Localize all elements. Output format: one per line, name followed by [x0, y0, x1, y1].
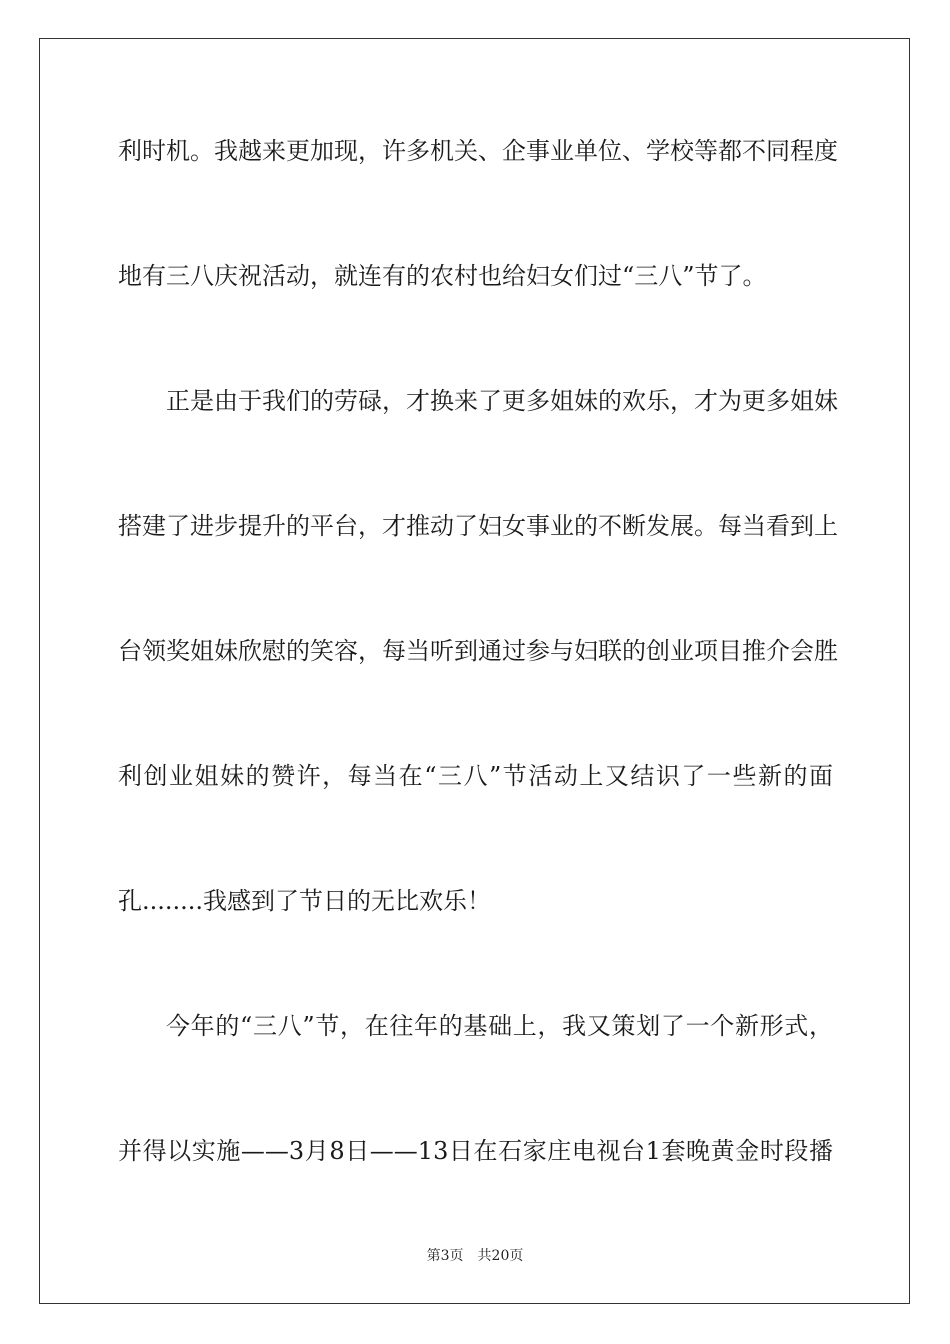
page-total: 共20页 — [477, 1248, 524, 1264]
page-border — [39, 38, 910, 1304]
paragraph-start-line: 今年的“三八”节，在往年的基础上，我又策划了一个新形式， — [166, 1012, 833, 1040]
text-line: 台领奖姐妹欣慰的笑容，每当听到通过参与妇联的创业项目推介会胜 — [118, 637, 838, 665]
text-line: 搭建了进步提升的平台，才推动了妇女事业的不断发展。每当看到上 — [118, 512, 838, 540]
paragraph-start-line: 正是由于我们的劳碌，才换来了更多姐妹的欢乐，才为更多姐妹 — [166, 387, 838, 415]
text-line: 利时机。我越来更加现，许多机关、企事业单位、学校等都不同程度 — [118, 137, 838, 165]
page-footer — [0, 1246, 950, 1266]
page-number: 第3页 — [426, 1248, 464, 1264]
text-line: 地有三八庆祝活动，就连有的农村也给妇女们过“三八”节了。 — [118, 262, 767, 290]
text-line: 利创业姐妹的赞许，每当在“三八”节活动上又结识了一些新的面 — [118, 762, 833, 790]
text-line: 并得以实施——3月8日——13日在石家庄电视台1套晚黄金时段播 — [118, 1137, 833, 1165]
text-line: 孔........我感到了节日的无比欢乐！ — [118, 887, 492, 915]
